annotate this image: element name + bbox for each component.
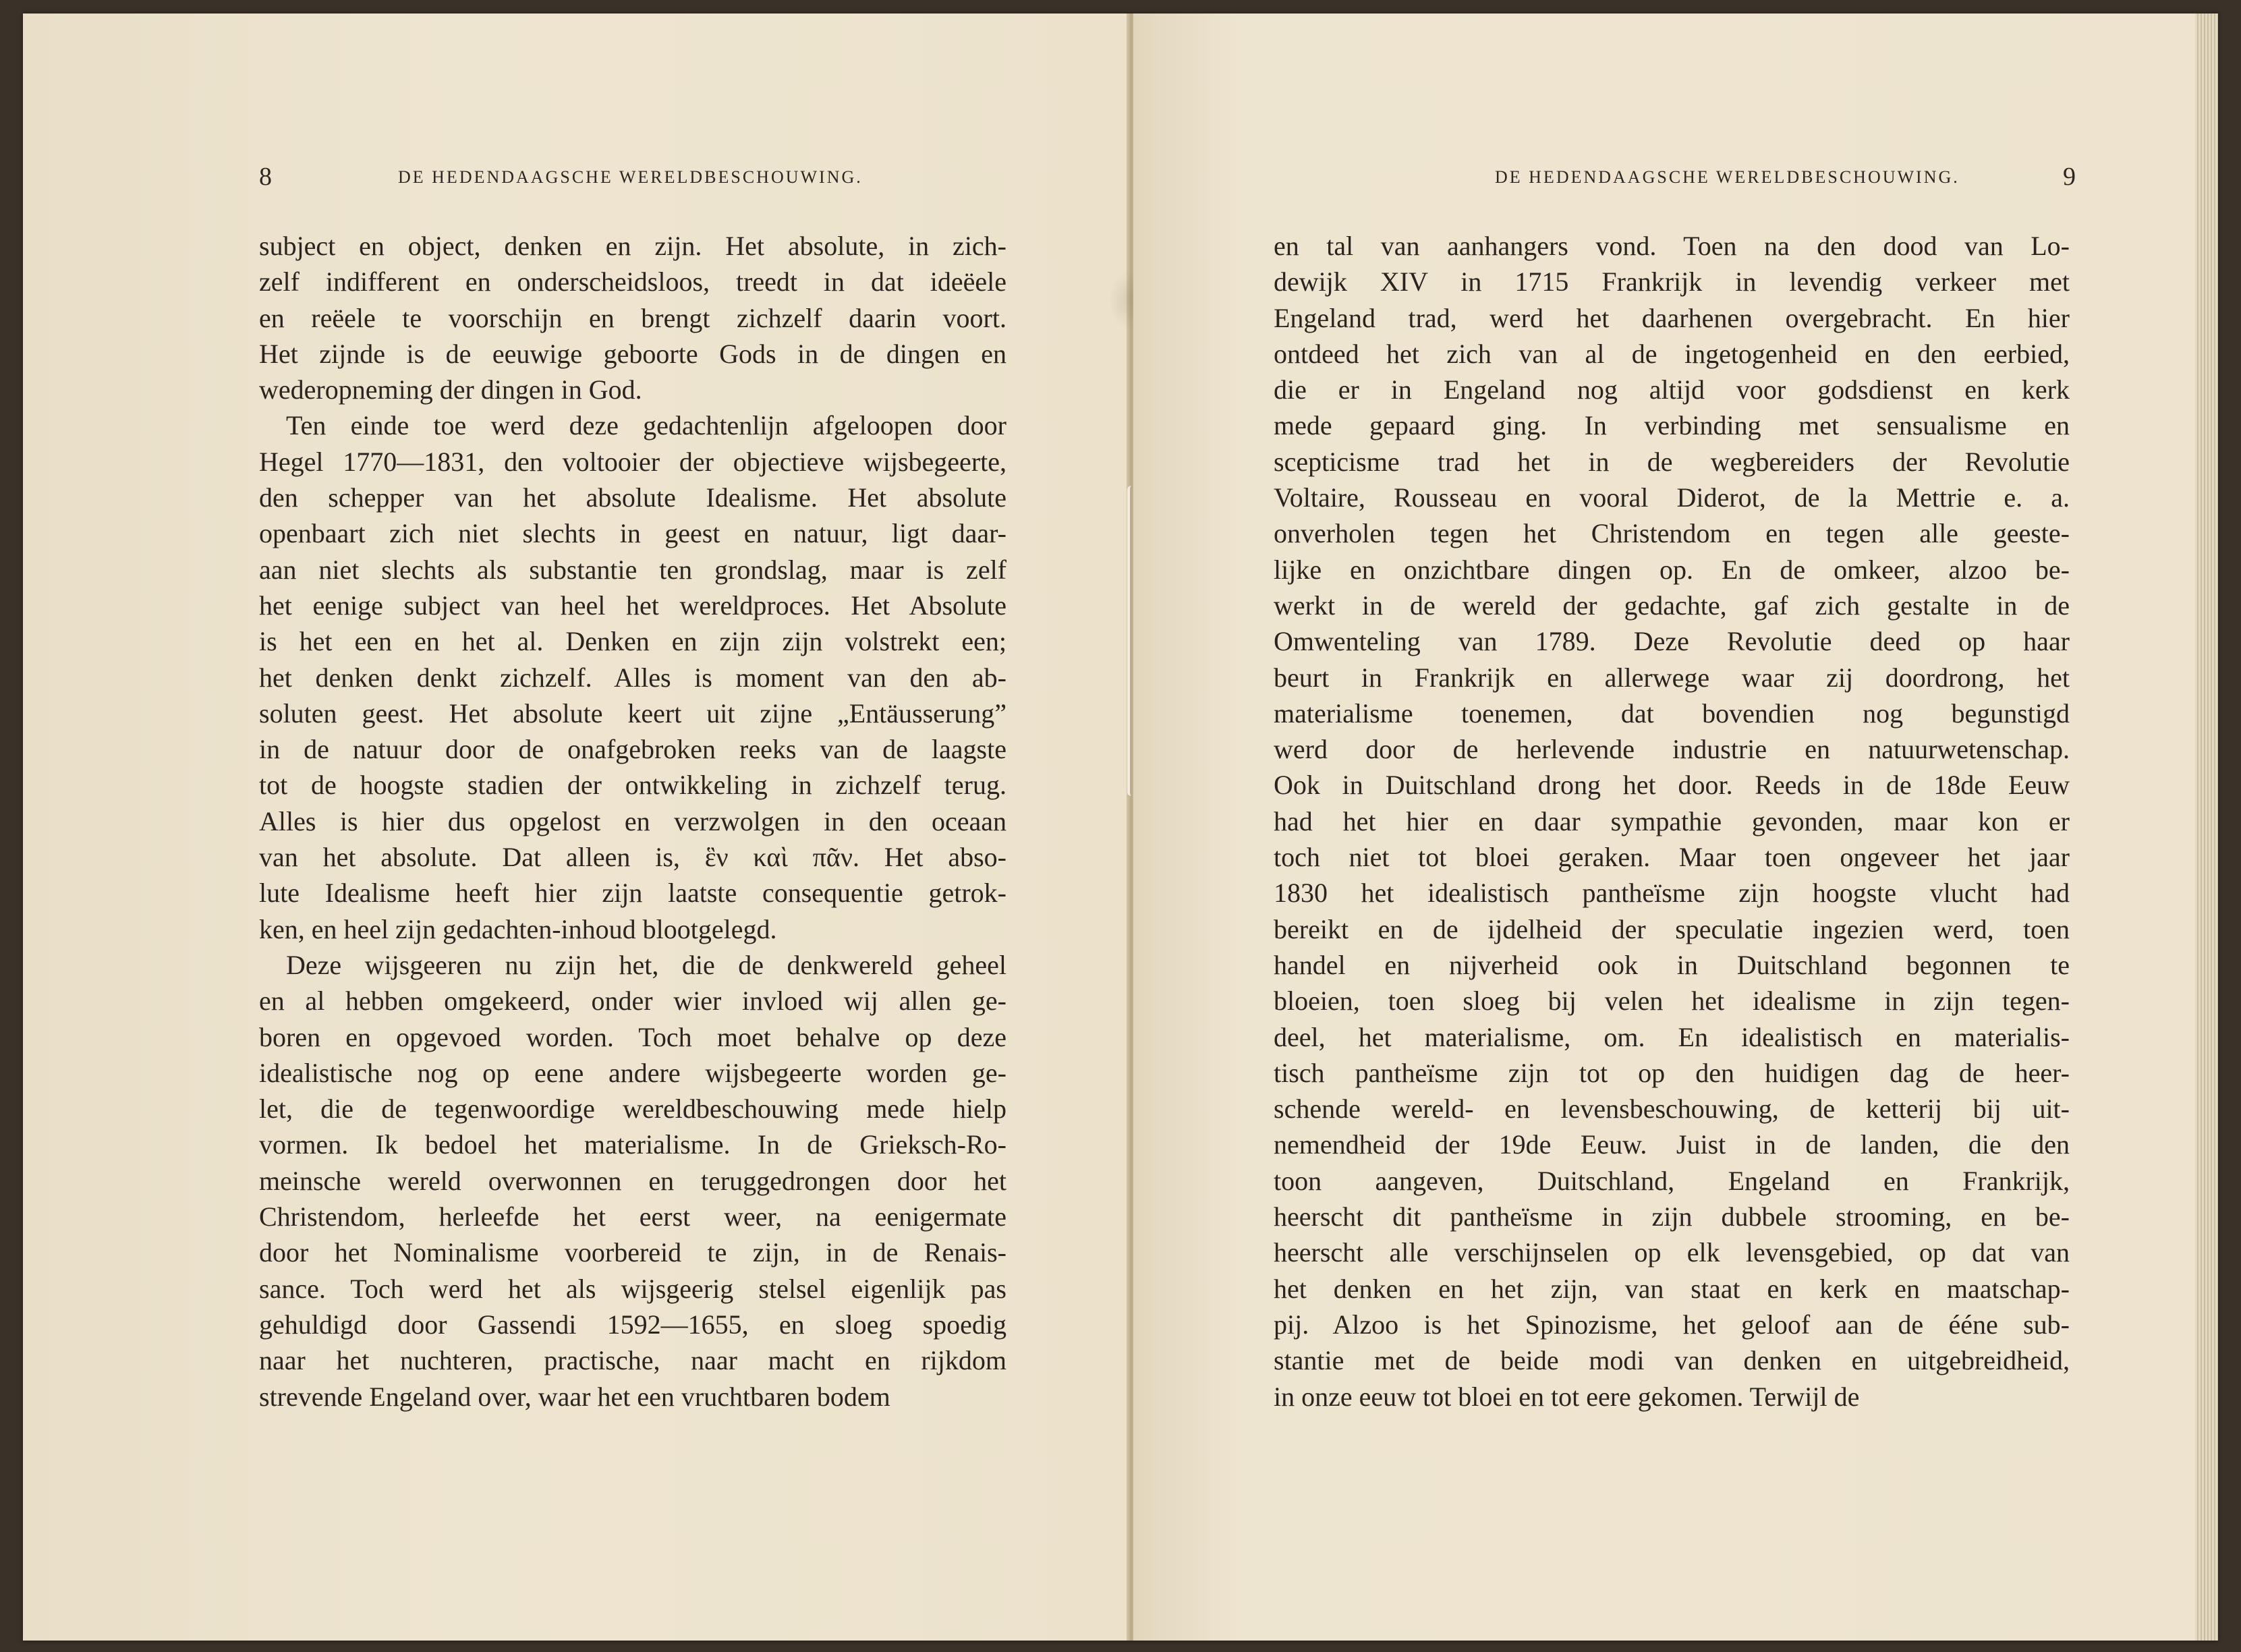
text-line: ken, en heel zijn gedachten-inhoud blootgelegd.: [259, 913, 777, 944]
text-line: nemendheid der 19de Eeuw. Juist in de landen, die den: [1274, 1129, 2070, 1160]
text-line: zelf indifferent en onderscheidsloos, treedt in dat ideëele: [259, 266, 1006, 297]
text-line: onverholen tegen het Christendom en tegen alle geeste-: [1274, 518, 2070, 549]
text-line: handel en nijverheid ook in Duitschland begonnen te: [1274, 949, 2070, 980]
text-line: meinsche wereld overwonnen en teruggedrongen door het: [259, 1165, 1006, 1196]
text-line: materialisme toenemen, dat bovendien nog begunstigd: [1274, 697, 2070, 729]
text-line: heerscht alle verschijnselen op elk levensgebied, op dat van: [1274, 1237, 2070, 1268]
text-line: het eenige subject van heel het wereldproces. Het Absolute: [259, 590, 1006, 621]
text-line: Het zijnde is de eeuwige geboorte Gods in de dingen en: [259, 338, 1006, 369]
text-line: Christendom, herleefde het eerst weer, na eenigermate: [259, 1201, 1006, 1232]
text-line: Ten einde toe werd deze gedachtenlijn afgeloopen door: [286, 410, 1006, 441]
text-line: door het Nominalisme voorbereid te zijn, in de Renais-: [259, 1237, 1006, 1268]
page-number: 9: [2063, 163, 2076, 191]
text-line: had het hier en daar sympathie gevonden, maar kon er: [1274, 805, 2070, 836]
text-line: ontdeed het zich van al de ingetogenheid en den eerbied,: [1274, 338, 2070, 369]
text-line: en tal van aanhangers vond. Toen na den dood van Lo-: [1274, 231, 2070, 261]
text-line: vormen. Ik bedoel het materialisme. In de Grieksch-Ro-: [259, 1129, 1006, 1160]
right-page: [1133, 13, 2218, 1641]
text-line: lijke en onzichtbare dingen op. En de omkeer, alzoo be-: [1274, 554, 2070, 585]
text-line: scepticisme trad het in de wegbereiders der Revolutie: [1274, 446, 2070, 477]
left-page: [23, 13, 1130, 1641]
body-text: [1274, 228, 2070, 1415]
text-line: in onze eeuw tot bloei en tot eere gekomen. Terwijl de: [1274, 1381, 1860, 1412]
text-line: soluten geest. Het absolute keert uit zijne „Entäusserung”: [259, 697, 1006, 729]
text-line: Engeland trad, werd het daarhenen overgebracht. En hier: [1274, 302, 2070, 333]
text-line: Voltaire, Rousseau en vooral Diderot, de la Mettrie e. a.: [1274, 482, 2070, 513]
text-line: Omwenteling van 1789. Deze Revolutie deed op haar: [1274, 626, 2070, 657]
text-line: Ook in Duitschland drong het door. Reeds in de 18de Eeuw: [1274, 770, 2070, 801]
text-line: dewijk XIV in 1715 Frankrijk in levendig verkeer met: [1274, 266, 2070, 297]
text-line: lute Idealisme heeft hier zijn laatste consequentie getrok-: [259, 878, 1006, 909]
text-line: den schepper van het absolute Idealisme. Het absolute: [259, 482, 1006, 513]
text-line: subject en object, denken en zijn. Het absolute, in zich-: [259, 231, 1006, 261]
text-line: tot de hoogste stadien der ontwikkeling in zichzelf terug.: [259, 770, 1006, 801]
text-line: toch niet tot bloei geraken. Maar toen ongeveer het jaar: [1274, 842, 2070, 873]
page-edges: [2195, 13, 2218, 1641]
page-number: 8: [259, 163, 272, 191]
text-line: mede gepaard ging. In verbinding met sensualisme en: [1274, 410, 2070, 441]
text-line: en al hebben omgekeerd, onder wier invloed wij allen ge-: [259, 986, 1006, 1017]
text-line: heerscht dit pantheïsme in zijn dubbele strooming, en be-: [1274, 1201, 2070, 1232]
text-line: het denken denkt zichzelf. Alles is moment van den ab-: [259, 662, 1006, 693]
body-text: [259, 228, 1006, 1415]
text-line: boren en opgevoed worden. Toch moet behalve op deze: [259, 1021, 1006, 1052]
running-head: DE HEDENDAAGSCHE WERELDBESCHOUWING.: [398, 167, 863, 187]
text-line: werkt in de wereld der gedachte, gaf zich gestalte in de: [1274, 590, 2070, 621]
text-line: strevende Engeland over, waar het een vruchtbaren bodem: [259, 1381, 890, 1412]
text-line: sance. Toch werd het als wijsgeerig stelsel eigenlijk pas: [259, 1273, 1006, 1304]
text-line: wederopneming der dingen in God.: [259, 374, 642, 405]
text-line: van het absolute. Dat alleen is, ἓν καὶ πᾶν. Het abso-: [259, 842, 1006, 873]
text-line: tisch pantheïsme zijn tot op den huidigen dag de heer-: [1274, 1057, 2070, 1088]
text-line: Deze wijsgeeren nu zijn het, die de denkwereld geheel: [286, 949, 1006, 980]
text-line: bereikt en de ijdelheid der speculatie ingezien werd, toen: [1274, 913, 2070, 944]
text-line: Alles is hier dus opgelost en verzwolgen in den oceaan: [259, 805, 1006, 836]
running-head: DE HEDENDAAGSCHE WERELDBESCHOUWING.: [1495, 167, 1960, 187]
text-line: en reëele te voorschijn en brengt zichzelf daarin voort.: [259, 302, 1006, 333]
text-line: bloeien, toen sloeg bij velen het idealisme in zijn tegen-: [1274, 986, 2070, 1017]
text-line: openbaart zich niet slechts in geest en natuur, ligt daar-: [259, 518, 1006, 549]
text-line: let, die de tegenwoordige wereldbeschouwing mede hielp: [259, 1093, 1006, 1124]
text-line: pij. Alzoo is het Spinozisme, het geloof aan de ééne sub-: [1274, 1309, 2070, 1340]
text-line: beurt in Frankrijk en allerwege waar zij doordrong, het: [1274, 662, 2070, 693]
text-line: 1830 het idealistisch pantheïsme zijn hoogste vlucht had: [1274, 878, 2070, 909]
text-line: werd door de herlevende industrie en natuurwetenschap.: [1274, 734, 2070, 765]
text-line: het denken en het zijn, van staat en kerk en maatschap-: [1274, 1273, 2070, 1304]
text-line: toon aangeven, Duitschland, Engeland en Frankrijk,: [1274, 1165, 2070, 1196]
text-line: idealistische nog op eene andere wijsbegeerte worden ge-: [259, 1057, 1006, 1088]
text-line: schende wereld- en levensbeschouwing, de ketterij bij uit-: [1274, 1093, 2070, 1124]
text-line: Hegel 1770—1831, den voltooier der objectieve wijsbegeerte,: [259, 446, 1006, 477]
text-line: deel, het materialisme, om. En idealistisch en materialis-: [1274, 1021, 2070, 1052]
book-spread: [23, 13, 2218, 1641]
text-line: naar het nuchteren, practische, naar macht en rijkdom: [259, 1345, 1006, 1376]
text-line: aan niet slechts als substantie ten grondslag, maar is zelf: [259, 554, 1006, 585]
text-line: in de natuur door de onafgebroken reeks van de laagste: [259, 734, 1006, 765]
text-line: gehuldigd door Gassendi 1592—1655, en sloeg spoedig: [259, 1309, 1006, 1340]
text-line: stantie met de beide modi van denken en uitgebreidheid,: [1274, 1345, 2070, 1376]
text-line: die er in Engeland nog altijd voor godsdienst en kerk: [1274, 374, 2070, 405]
text-line: is het een en het al. Denken en zijn zijn volstrekt een;: [259, 626, 1006, 657]
